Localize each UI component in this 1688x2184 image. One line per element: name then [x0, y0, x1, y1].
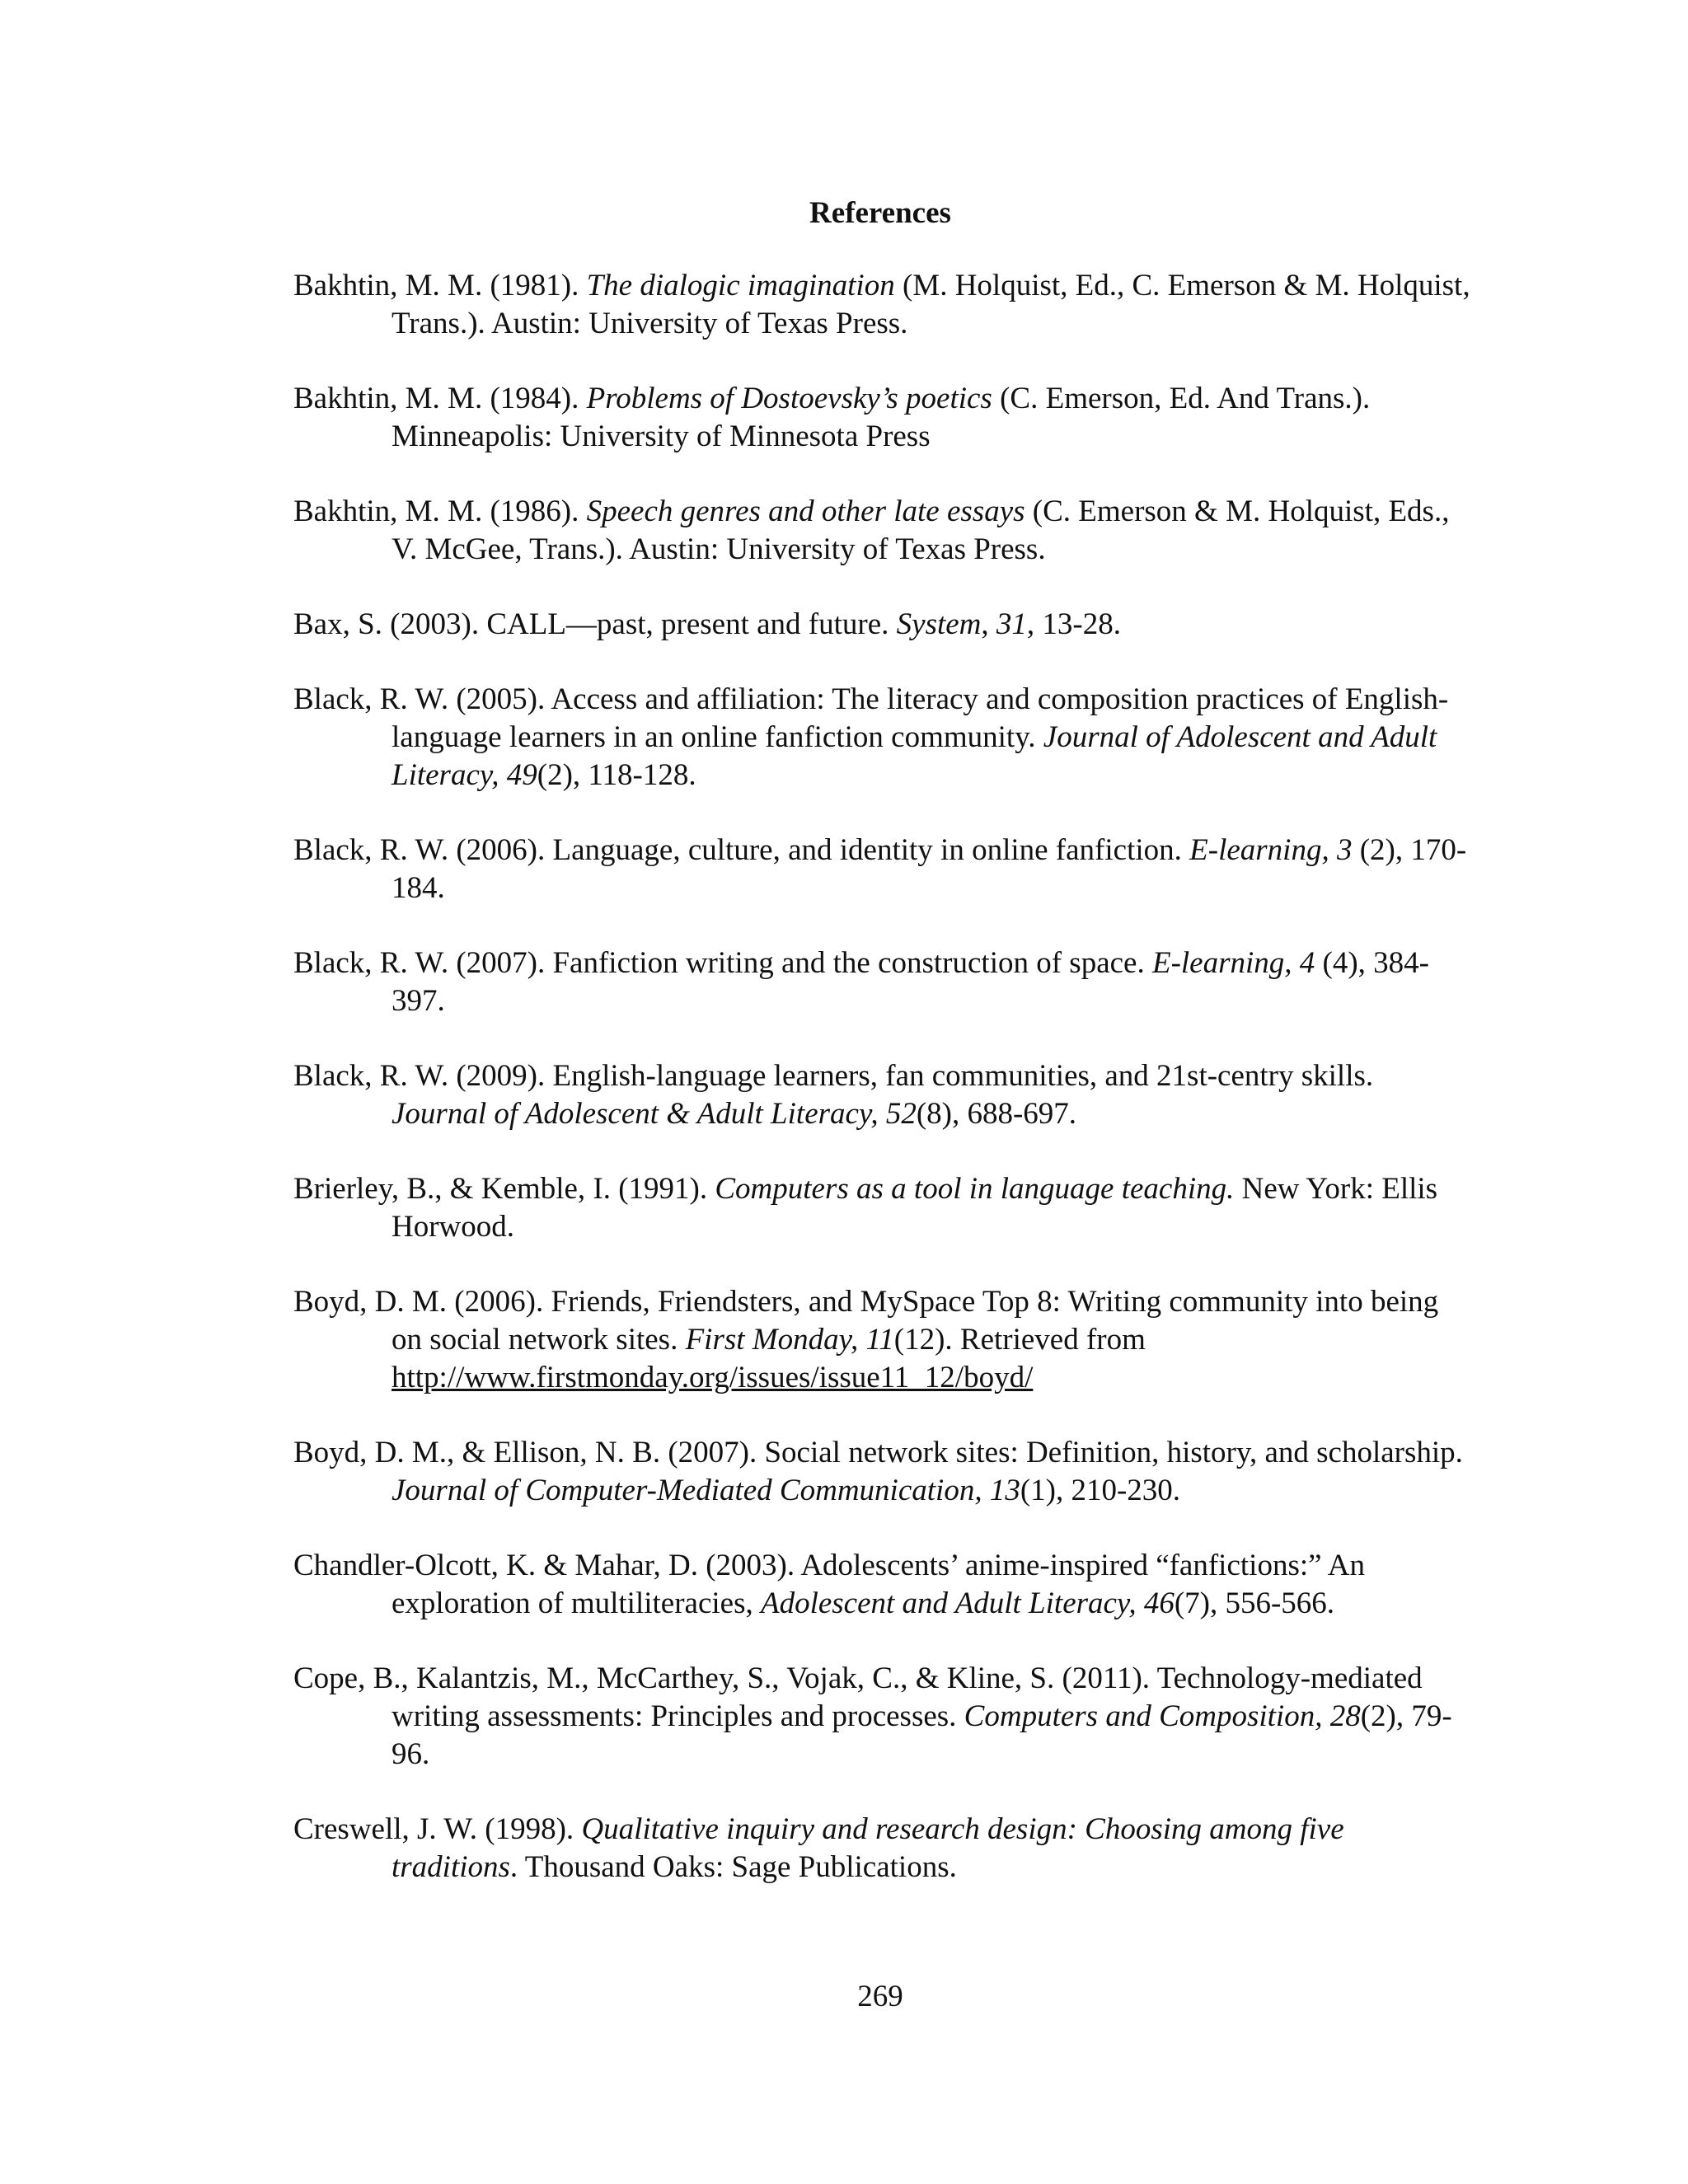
reference-black-2005 — [293, 681, 1472, 794]
ref-text: Black, R. W. (2009). English-language learners, fan communities, and 21st-centry skills. — [293, 1059, 1374, 1093]
ref-text: New York: Ellis Horwood. — [392, 1172, 1438, 1244]
ref-title: Computers as a tool in language teaching. — [715, 1172, 1235, 1206]
ref-text: Boyd, D. M., & Ellison, N. B. (2007). Social network sites: Definition, history, and scholarship. — [293, 1436, 1463, 1469]
reference-bakhtin-1986 — [293, 493, 1472, 569]
ref-title: Qualitative inquiry and research design: Choosing among five traditions — [392, 1812, 1344, 1884]
ref-text: (C. Emerson, Ed. And Trans.). Minneapolis: University of Minnesota Press — [392, 382, 1371, 453]
reference-black-2009 — [293, 1057, 1472, 1133]
ref-text: Bax, S. (2003). CALL—past, present and future. — [293, 607, 897, 641]
reference-brierley-1991 — [293, 1170, 1472, 1246]
ref-text: (2), 118-128. — [537, 758, 696, 792]
ref-text: Creswell, J. W. (1998). — [293, 1812, 582, 1846]
ref-journal: System — [896, 607, 982, 641]
ref-text: Bakhtin, M. M. (1984). — [293, 382, 587, 415]
ref-text: Black, R. W. (2006). Language, culture, and identity in online fanfiction. — [293, 833, 1190, 867]
reference-list — [293, 267, 1472, 1924]
reference-bakhtin-1981 — [293, 267, 1472, 343]
ref-text: (7), 556-566. — [1174, 1586, 1335, 1620]
reference-bax-2003 — [293, 606, 1472, 644]
ref-journal: Adolescent and Adult Literacy, 46 — [760, 1586, 1175, 1620]
ref-text: Black, R. W. (2005). Access and affiliation: The literacy and composition practices of English-language learners in an online fanfiction community. — [293, 682, 1449, 754]
ref-text: (C. Emerson & M. Holquist, Eds., V. McGee, Trans.). Austin: University of Texas Press. — [392, 494, 1450, 566]
ref-text: (2), 170-184. — [392, 833, 1467, 905]
ref-text: Boyd, D. M. (2006). Friends, Friendsters, and MySpace Top 8: Writing community into being on social network sites. — [293, 1285, 1439, 1357]
ref-journal: E-learning, 4 — [1151, 946, 1315, 980]
ref-text: (2), 79-96. — [392, 1699, 1452, 1771]
ref-journal: First Monday, 11 — [685, 1323, 894, 1357]
reference-black-2007 — [293, 944, 1472, 1020]
ref-text: (12). Retrieved from — [893, 1323, 1146, 1357]
ref-text: (M. Holquist, Ed., C. Emerson & M. Holquist, Trans.). Austin: University of Texas Press. — [392, 269, 1470, 340]
reference-boyd-2006 — [293, 1283, 1472, 1397]
ref-journal: Journal of Computer-Mediated Communication, 13 — [392, 1474, 1020, 1507]
ref-text: Cope, B., Kalantzis, M., McCarthey, S., Vojak, C., & Kline, S. (2011). Technology-mediated writing assessments: Principles and processes. — [293, 1661, 1423, 1733]
ref-text: (4), 384-397. — [392, 946, 1429, 1018]
ref-text: . Thousand Oaks: Sage Publications. — [509, 1850, 957, 1884]
ref-text: , 13-28. — [1026, 607, 1121, 641]
ref-text: , — [981, 607, 996, 641]
ref-title: The dialogic imagination — [586, 269, 895, 302]
reference-bakhtin-1984 — [293, 380, 1472, 456]
ref-journal: Computers and Composition, 28 — [964, 1699, 1361, 1733]
ref-text: Bakhtin, M. M. (1986). — [293, 494, 587, 528]
references-heading: References — [809, 196, 951, 230]
ref-title: Speech genres and other late essays — [586, 494, 1025, 528]
ref-journal: Journal of Adolescent & Adult Literacy, 52 — [392, 1097, 917, 1131]
ref-journal: Journal of Adolescent and Adult Literacy, 49 — [392, 720, 1437, 792]
ref-title: Problems of Dostoevsky’s poetics — [586, 382, 992, 415]
ref-text: Brierley, B., & Kemble, I. (1991). — [293, 1172, 715, 1206]
reference-black-2006 — [293, 832, 1472, 907]
ref-volume: 31 — [996, 607, 1027, 641]
page-number: 269 — [857, 1980, 903, 2013]
ref-text: Bakhtin, M. M. (1981). — [293, 269, 587, 302]
ref-text: Chandler-Olcott, K. & Mahar, D. (2003). Adolescents’ anime-inspired “fanfictions:” An exploration of multiliteracies, — [293, 1549, 1365, 1620]
ref-journal: E-learning, 3 — [1189, 833, 1353, 867]
ref-text: Black, R. W. (2007). Fanfiction writing and the construction of space. — [293, 946, 1152, 980]
ref-text: (8), 688-697. — [916, 1097, 1077, 1131]
reference-creswell-1998 — [293, 1811, 1472, 1886]
reference-cope-2011 — [293, 1660, 1472, 1774]
reference-chandler-olcott-2003 — [293, 1547, 1472, 1623]
ref-link[interactable]: http://www.firstmonday.org/issues/issue11_12/boyd/ — [392, 1361, 1034, 1394]
reference-boyd-2007 — [293, 1434, 1472, 1510]
ref-text: (1), 210-230. — [1020, 1474, 1181, 1507]
